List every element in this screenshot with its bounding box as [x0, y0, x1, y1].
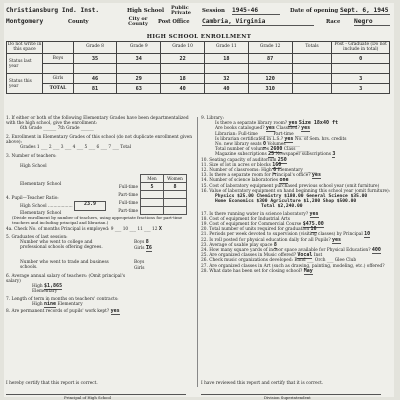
hs-women-value: 8: [164, 183, 187, 191]
status-last-year: Status last year: [7, 54, 43, 74]
q8-text: 8. Are permanent records of pupils' work kept?: [6, 309, 110, 315]
cell: 22: [161, 54, 205, 64]
q7-hs-label: High: [32, 301, 43, 307]
opening-value: Sept. 6, 1945: [340, 7, 389, 14]
q5-college-block: [6, 240, 194, 260]
q8-value: yes: [110, 308, 120, 315]
control-private: Private: [171, 10, 191, 16]
q28-row: [201, 269, 391, 274]
q23-value: 8: [273, 241, 277, 248]
q9e2-text: Volumes: [267, 142, 286, 148]
q9e-row: No. new library seats 0 Volumes ______: [215, 141, 300, 148]
cell: 34: [117, 54, 161, 64]
q28-text: 28. What date has been set for closing school?: [201, 268, 303, 274]
cell: [292, 74, 332, 84]
q8-row: [6, 309, 194, 314]
full-time-label: Full-time: [118, 200, 138, 205]
q9f2-text: Class: [283, 147, 296, 153]
q10-value: 250: [277, 156, 287, 163]
q9d2-text: No. of Sem. hrs. credits: [294, 136, 347, 142]
cell: [141, 207, 164, 215]
q21-value: 10: [364, 231, 371, 238]
q9b-text: Are books catalogued?: [215, 126, 265, 132]
q9b-value: yes: [265, 125, 275, 132]
q5b-boys: Boys: [134, 259, 145, 265]
q9b2-value: yes: [301, 125, 311, 132]
q9g-text: Magazine subscriptions: [215, 152, 267, 158]
q9c-text: Librarian: Full-time: [215, 131, 258, 137]
q25b-text: Inst: [313, 253, 323, 259]
q20-row: [201, 227, 391, 232]
cell: 40: [161, 84, 205, 94]
q3-high-school: High School: [20, 164, 47, 170]
q9f-row: Total number of volumes 2600 Class ______: [215, 146, 310, 153]
right-questions: [201, 116, 391, 274]
post-office-value: Cambria, Virginia: [202, 18, 314, 26]
q5a-girls: [134, 246, 152, 251]
col-header: Grade 10: [161, 42, 205, 54]
q5b-girls: Girls: [134, 265, 145, 271]
q13-value: yes: [311, 172, 321, 179]
col-header: Totals: [292, 42, 332, 54]
q9a-text: Is there a separate library room?: [215, 121, 288, 127]
spacer-cell: [117, 64, 161, 74]
opening-label: Date of opening: [290, 8, 339, 14]
side-note: Do not write in this space: [7, 41, 42, 52]
session-value: 1945-46: [232, 7, 280, 15]
school-name: Christiansburg Ind. Inst.: [6, 7, 100, 14]
q25-text: 25. Are organized classes in Music offered?: [201, 253, 297, 259]
cell: 18: [161, 74, 205, 84]
spacer-cell: [43, 64, 73, 74]
q24-value: 400: [371, 247, 381, 254]
q10-text: 10. Seating capacity of auditorium: [201, 157, 277, 163]
teachers-table: [116, 174, 187, 215]
q23-row: [201, 243, 391, 248]
blank: [116, 175, 141, 183]
q16-general: General Science $35.00: [306, 194, 368, 200]
cell: 310: [248, 84, 292, 94]
race-label: Race: [326, 19, 341, 25]
session-label: Session: [202, 8, 225, 14]
q16-shop: Shop $500.00: [322, 199, 357, 205]
hs-men-value: 5: [141, 183, 164, 191]
county-value: Montgomery: [6, 18, 44, 25]
q11-text: 11. Size of lot in acres or blocks: [201, 162, 271, 168]
cell: 0: [332, 54, 390, 64]
q16-home: Home Economics $300: [215, 199, 268, 205]
control-public: Public: [171, 5, 189, 11]
girls-value: 16: [145, 244, 152, 251]
q9e-value: 0: [262, 141, 266, 148]
q20-text: 20. Total number of units required for graduation: [201, 227, 310, 233]
spacer-cell: [73, 64, 117, 74]
q19-value: $475.00: [302, 221, 324, 228]
q28-value: May: [303, 267, 313, 274]
q7-el-label: Elementary: [57, 301, 83, 307]
cell: 18: [204, 54, 248, 64]
cell: 32: [204, 74, 248, 84]
column-divider: [197, 117, 198, 387]
q19-text: 19. Cost of equipment for Commercial Course: [201, 222, 302, 228]
certify-right: I have reviewed this report and certify that it is correct.: [201, 381, 324, 386]
q5-trade-block: [6, 260, 194, 274]
q9f-text: Total number of volumes: [215, 147, 269, 153]
q9f-value: 2600: [270, 146, 283, 153]
col-header: Grade 9: [117, 42, 161, 54]
left-questions: [6, 116, 194, 314]
full-time-label: Full-time: [118, 184, 138, 189]
q22-text: 22. Is roll posted for physical education daily for all Pupils?: [201, 237, 331, 243]
q2-grades: Grades 1 ___ 2 ___ 3 ___ 4 ___ 5 ___ 6 ___ 7 ___ Total: [20, 145, 132, 151]
cell: [164, 207, 187, 215]
part-time-label: Part-time: [118, 208, 138, 213]
q9b2-text: Classified?: [276, 126, 300, 132]
q9g2-value: 3: [332, 151, 336, 158]
q6-text: 6. Average annual salary of teachers: (Omit principal's salary): [6, 273, 126, 285]
cell: [164, 199, 187, 207]
men-header: Men: [141, 175, 164, 183]
q9a-value: yes: [288, 120, 298, 127]
post-office-label: Post Office: [158, 19, 190, 25]
q4a-mark: X: [158, 226, 162, 233]
table-row: [7, 84, 390, 94]
enrollment-header-row: [7, 42, 390, 54]
cell: [292, 84, 332, 94]
cell: [164, 191, 187, 199]
girls-label: Girls: [134, 245, 145, 251]
q6-hs-value: $1,865: [44, 283, 63, 290]
cell: 29: [117, 74, 161, 84]
q9g-value: 25: [268, 151, 275, 158]
q4-elementary: Elementary School: [20, 211, 62, 217]
q21-text: 21. Periods per week devoted to supervision (visiting classes) by Principal: [201, 232, 363, 238]
q27-text: 27. Are organized classes in Art (such as drawing, painting, modeling, etc.) offered?: [201, 263, 385, 269]
enrollment-table: [6, 41, 390, 94]
q4a-row: [6, 227, 194, 232]
q1-text: 1. If either or both of the following Elementary Grades have been departmentalized with the high school, give the enrollment:: [6, 116, 189, 127]
q2-text: 2. Enrollment in Elementary Grades of this school (do not duplicate enrollment given above):: [6, 134, 192, 145]
table-row: [7, 54, 390, 64]
col-header: Grade 8: [73, 42, 117, 54]
q9d-value: yes: [284, 135, 294, 142]
q9d-text: Is librarian certificated in L.S.?: [215, 136, 284, 142]
col-header: Grade 11: [204, 42, 248, 54]
cell: 120: [248, 74, 292, 84]
q4-high: High School .................. 23.9: [6, 201, 194, 211]
q11-value: 160: [272, 161, 282, 168]
cell: 35: [73, 54, 117, 64]
report-form: [4, 3, 394, 400]
q4-text: 4. Pupil—Teacher Ratio:: [6, 195, 59, 201]
q1-grades: 6th Grade ______ 7th Grade ______: [20, 126, 94, 132]
q26-text: 26. Check music organizations developed: Band ___ Orch ___ Glee Club: [201, 258, 357, 264]
q16-agriculture: Agriculture $1,200: [270, 199, 321, 205]
q17-value: yes: [309, 210, 319, 217]
q6-hs-label: High: [32, 284, 43, 290]
q16-chemistry: Chemistry $180.00: [256, 194, 304, 200]
q4-hs-label: High School: [20, 204, 47, 210]
form-header: [6, 6, 390, 26]
cell: 46: [73, 74, 117, 84]
county-label: County: [68, 19, 89, 25]
cell: 63: [117, 84, 161, 94]
q4a-text: 4a. Check No. of months Principal is employed:: [6, 227, 110, 233]
q16-text: 16. Value of laboratory equipment on hand beginning this school year (omit furniture):: [201, 188, 391, 194]
q7-values: [6, 302, 194, 307]
q5a-text: Number who went to college and professional schools offering degrees.: [20, 239, 103, 251]
certify-left: I hereby certify that this report is correct.: [6, 381, 98, 386]
q9c-row: Librarian: Full-time ______ Part-time ______: [215, 131, 308, 137]
q4-note: (Divide enrollment by number of teachers, using appropriate fractions for part-time teachers and including principal and librarian.): [12, 215, 183, 225]
q4a-options: 9 ___ 10 ___ 11 ___ 12: [110, 227, 158, 233]
superintendent-label: Division Superintendent: [264, 395, 311, 400]
q16-physics: Physics $25.00: [215, 194, 254, 200]
q16-total: Total $2,240.00: [261, 204, 303, 210]
cell: 87: [248, 54, 292, 64]
q1-grade7: 7th Grade: [57, 126, 80, 132]
spacer-cell: [332, 64, 390, 74]
cell: [141, 191, 164, 199]
spacer-cell: [248, 64, 292, 74]
q14-value: one: [279, 177, 289, 184]
q6-elementary: Elementary: [32, 289, 58, 295]
q7-text: 7. Length of term in months on teachers' contracts:: [6, 296, 119, 302]
row-label: Girls: [43, 74, 73, 84]
q23-text: 23. Average of usable play space: [201, 242, 273, 248]
row-label: TOTAL: [43, 84, 73, 94]
row-label-header: [43, 42, 73, 54]
q12b-text: Elementary: [277, 168, 303, 174]
spacer-cell: [161, 64, 205, 74]
q5b-text: Number who went to trade and business schools.: [20, 259, 109, 271]
status-this-year: Status this year: [7, 74, 43, 94]
q25-value: Vocal: [297, 252, 313, 259]
row-label: Boys: [43, 54, 73, 64]
boys-label: Boys: [134, 239, 145, 245]
cell: 40: [204, 84, 248, 94]
col-header: Post - Graduate (Do not include in total): [332, 42, 390, 54]
col-header: Grade 12: [248, 42, 292, 54]
city-label: City or County: [128, 16, 148, 27]
table-row: [7, 74, 390, 84]
enrollment-title: HIGH SCHOOL ENROLLMENT: [146, 34, 252, 40]
q12-text: 12. Number of classrooms: High: [201, 168, 272, 174]
q4-ratio-value: 23.9: [74, 201, 106, 211]
q13-text: 13. Is there a separate room for Principal's office?: [201, 173, 311, 179]
spacer-cell: [204, 64, 248, 74]
table-row: [7, 64, 390, 74]
women-header: Women: [164, 175, 187, 183]
q9g2-text: Newspaper subscriptions: [275, 152, 331, 158]
q9-text: 9. Library:: [201, 116, 224, 121]
q15-text: 15. Cost of laboratory equipment purchased previous school year (omit furniture): [201, 183, 380, 189]
cell: 3: [332, 74, 390, 84]
q9c2-text: Part-time: [273, 131, 294, 137]
cell: [141, 199, 164, 207]
principal-label: Principal of High School: [64, 395, 111, 400]
q9a-size: Size 18x40 ft: [298, 120, 338, 127]
q24-text: 24. How many square yards of indoor space available for Physical Education?: [201, 248, 371, 254]
q12-value: 6: [273, 167, 277, 174]
part-time-label: Part-time: [118, 192, 138, 197]
race-value: Negro: [354, 18, 390, 26]
cell: 81: [73, 84, 117, 94]
q12-row: 12. Number of classrooms: High 6 Elementary ______: [201, 167, 318, 174]
q1-grade6: 6th Grade: [20, 126, 42, 132]
q3-text: 3. Number of teachers:: [6, 154, 57, 160]
spacer-cell: [292, 64, 332, 74]
q3-elementary: Elementary School: [20, 181, 62, 187]
cell: [292, 54, 332, 64]
cell: 3: [332, 84, 390, 94]
q17-text: 17. Is there running water in science laboratory?: [201, 211, 309, 217]
q14-text: 14. Number of science laboratories: [201, 178, 279, 184]
boys-value: 8: [145, 238, 149, 245]
q5-text: 5. Graduates of last session:: [6, 234, 68, 240]
school-label: High School: [127, 8, 165, 14]
q18-text: 18. Cost of equipment for Industrial Arts: [201, 216, 290, 222]
q14-row: [201, 178, 391, 183]
q20-value: 16: [310, 226, 317, 233]
q7-hs-value: nine: [44, 300, 57, 307]
q22-value: yes: [332, 236, 342, 243]
q9e-text: No. new library seats: [215, 142, 262, 148]
